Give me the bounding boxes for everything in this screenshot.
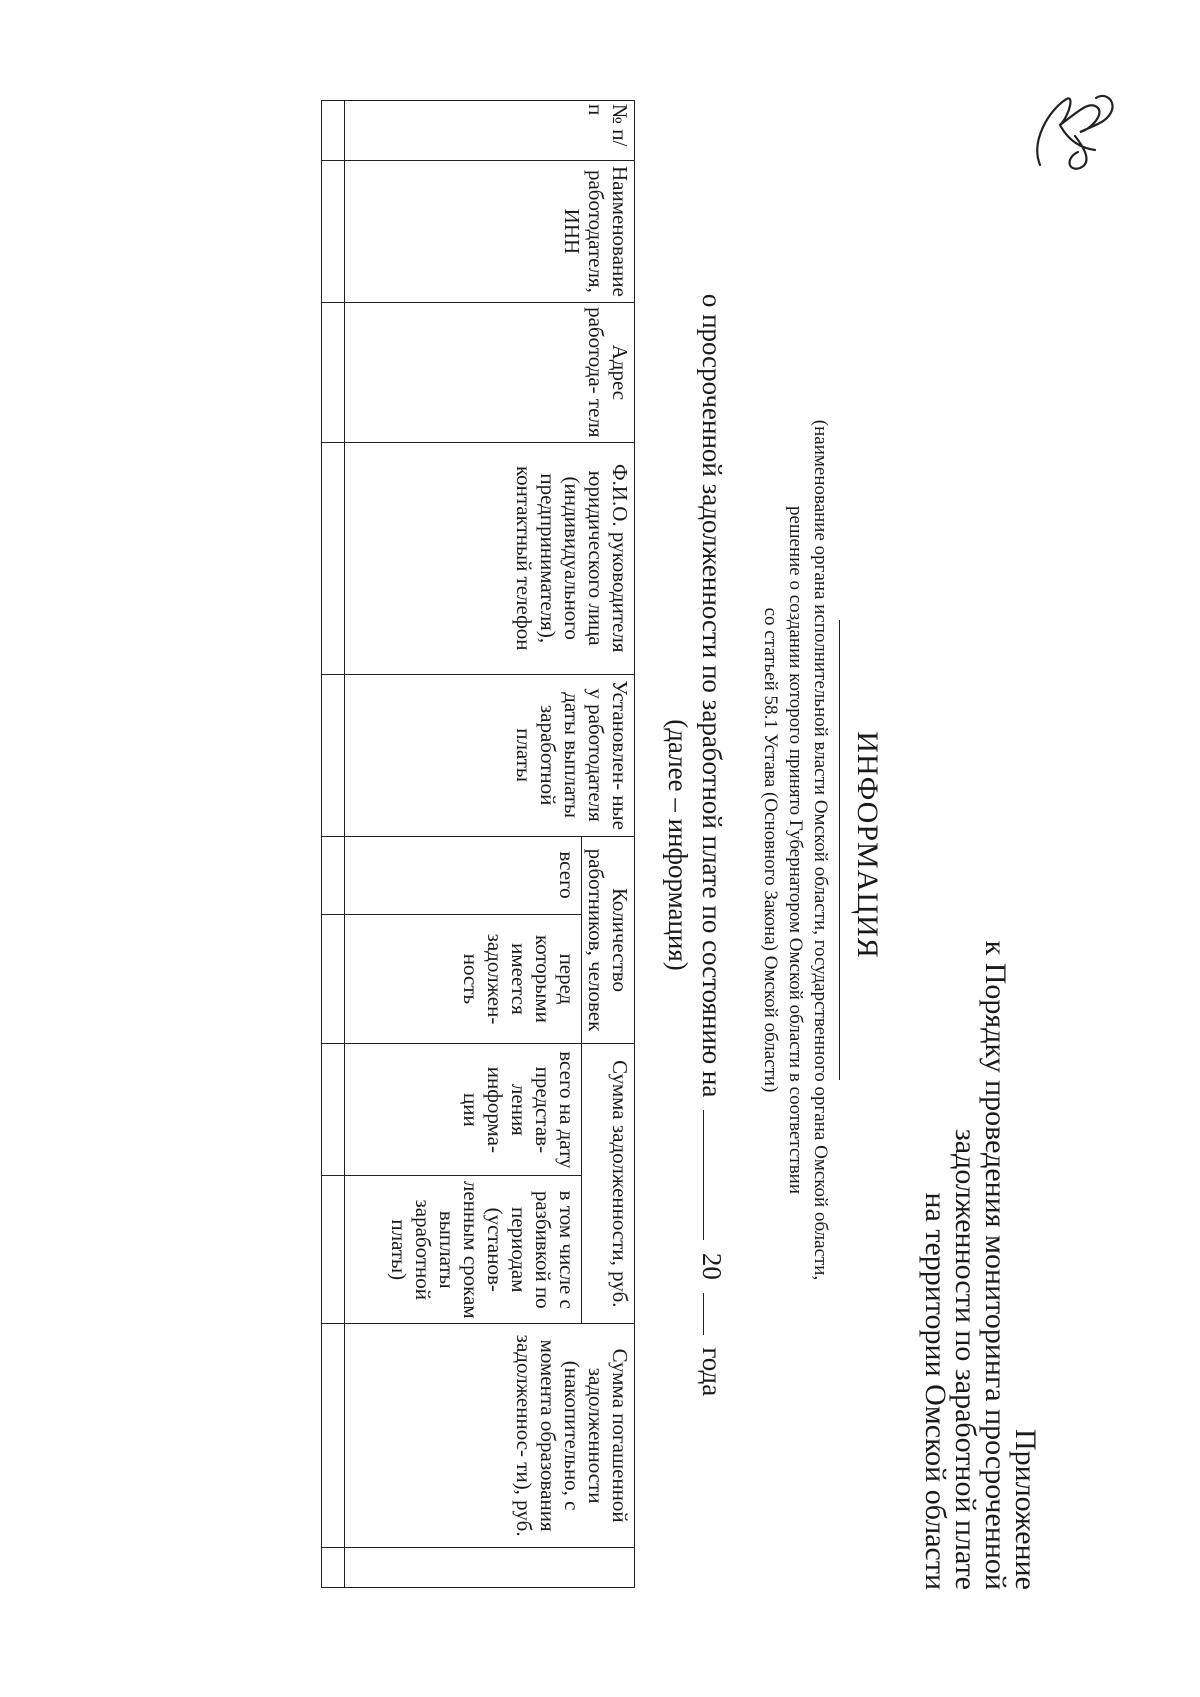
org-note-line-1: (наименование органа исполнительной власти Омской области, государственного органа Омской области,: [810, 419, 831, 1281]
header-repaid-sum: Сумма погашенной задолженности (накопительно, с момента образования задолженнос- ти), руб.: [345, 1324, 635, 1548]
subject-line-2: (далее – информация): [663, 719, 693, 971]
subject-line: [661, 100, 730, 1590]
header-no: № п/п: [345, 101, 635, 161]
header-pay-dates: Установлен- ные у работодателя даты выплаты заработной платы: [345, 674, 635, 836]
table-cell: [322, 674, 345, 836]
table-cell: [322, 1324, 345, 1548]
handwritten-signature: [1020, 70, 1130, 180]
header-employer-address: Адрес работода- теля: [345, 302, 635, 442]
organization-note: [758, 350, 833, 1350]
org-note-line-3: со статьей 58.1 Устава (Основного Закона) Омской области): [760, 607, 781, 1093]
table-cell: [322, 160, 345, 302]
appendix-line-2: к Порядку проведения мониторинга просроченной: [979, 940, 1012, 1590]
header-workers-count: Количество работников, человек: [582, 836, 635, 1044]
table-row: [322, 101, 345, 1588]
date-blank: [703, 1110, 730, 1240]
header-head-name: Ф.И.О. руководителя юридического лица (индивидуального предпринимателя), контактный телефон: [345, 442, 635, 674]
table-cell: [322, 1548, 345, 1588]
debt-table: [321, 100, 635, 1588]
year-prefix: 20: [697, 1252, 727, 1280]
year-suffix: года: [697, 1347, 727, 1397]
table-cell: [322, 836, 345, 914]
appendix-line-3: задолженности по заработной плате: [949, 1128, 982, 1590]
header-debt-sum: Сумма задолженности, руб.: [582, 1044, 635, 1324]
landscape-page: [140, 100, 1040, 1590]
appendix-header: [920, 830, 1040, 1590]
header-employer-name: Наименование работодателя, ИНН: [345, 160, 635, 302]
table-cell: [322, 302, 345, 442]
header-debt-total: всего на дату представ- ления информа- ции: [345, 1044, 582, 1176]
org-note-line-2: решение о создании которого принято Губернатором Омской области в соответствии: [785, 505, 806, 1195]
header-workers-debt: перед которыми имеется задолжен- ность: [345, 914, 582, 1044]
year-blank: [703, 1293, 730, 1335]
subject-text: о просроченной задолженности по заработной плате по состоянию на: [697, 293, 727, 1098]
document-title: ИНФОРМАЦИЯ: [851, 731, 884, 959]
appendix-line-4: на территории Омской области: [919, 1192, 952, 1590]
header-workers-total: всего: [345, 836, 582, 914]
table-cell: [322, 1044, 345, 1176]
table-cell: [322, 101, 345, 161]
table-cell: [322, 1176, 345, 1324]
appendix-line-1: Приложение: [1009, 1428, 1042, 1590]
table-cell: [322, 914, 345, 1044]
table-cell: [322, 442, 345, 674]
table-header-row-1: [582, 101, 635, 1588]
organization-blank-line: [839, 620, 840, 1080]
header-debt-periods: в том числе с разбивкой по периодам (установ- ленным срокам выплаты заработной платы): [345, 1176, 582, 1324]
header-extra-col: [345, 1548, 635, 1588]
